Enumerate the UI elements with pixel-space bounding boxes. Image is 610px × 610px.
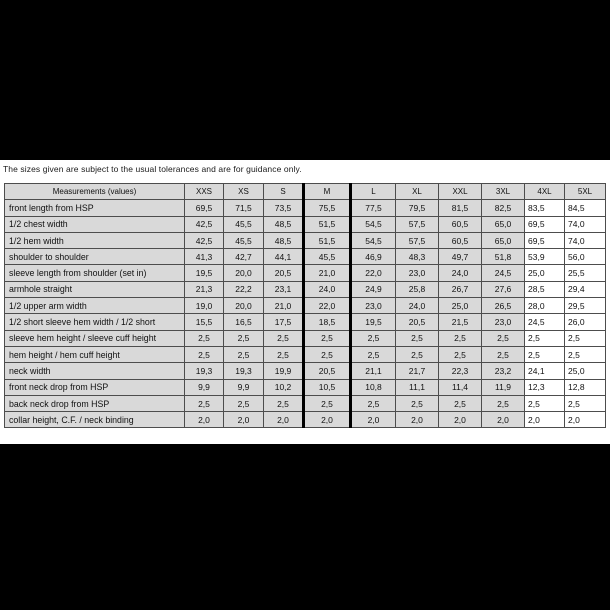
value-cell: 41,3 (185, 249, 224, 265)
value-cell: 19,5 (185, 265, 224, 281)
value-cell: 2,5 (565, 346, 606, 362)
value-cell: 26,5 (482, 298, 525, 314)
value-cell: 10,8 (351, 379, 396, 395)
value-cell: 42,5 (185, 232, 224, 248)
value-cell: 2,5 (525, 346, 565, 362)
value-cell: 22,3 (439, 363, 482, 379)
measurement-label: 1/2 short sleeve hem width / 1/2 short (5, 314, 185, 330)
value-cell: 21,1 (351, 363, 396, 379)
column-header-s: S (264, 184, 304, 200)
tolerance-note: The sizes given are subject to the usual tolerances and are for guidance only. (3, 164, 302, 174)
value-cell: 44,1 (264, 249, 304, 265)
value-cell: 45,5 (304, 249, 351, 265)
value-cell: 56,0 (565, 249, 606, 265)
value-cell: 24,0 (396, 298, 439, 314)
measurement-label: sleeve length from shoulder (set in) (5, 265, 185, 281)
value-cell: 2,5 (525, 395, 565, 411)
value-cell: 23,0 (351, 298, 396, 314)
table-row (5, 395, 606, 411)
value-cell: 24,0 (304, 281, 351, 297)
value-cell: 10,2 (264, 379, 304, 395)
value-cell: 2,5 (224, 330, 264, 346)
value-cell: 2,5 (439, 395, 482, 411)
value-cell: 24,5 (525, 314, 565, 330)
value-cell: 22,2 (224, 281, 264, 297)
value-cell: 2,0 (224, 412, 264, 428)
measurement-label: front neck drop from HSP (5, 379, 185, 395)
value-cell: 16,5 (224, 314, 264, 330)
value-cell: 11,4 (439, 379, 482, 395)
value-cell: 21,0 (264, 298, 304, 314)
table-row (5, 346, 606, 362)
value-cell: 2,0 (482, 412, 525, 428)
value-cell: 12,8 (565, 379, 606, 395)
table-row (5, 363, 606, 379)
value-cell: 22,0 (304, 298, 351, 314)
value-cell: 21,5 (439, 314, 482, 330)
value-cell: 26,0 (565, 314, 606, 330)
measurement-label: neck width (5, 363, 185, 379)
value-cell: 2,5 (351, 395, 396, 411)
value-cell: 20,5 (304, 363, 351, 379)
value-cell: 2,5 (482, 395, 525, 411)
value-cell: 65,0 (482, 232, 525, 248)
value-cell: 11,9 (482, 379, 525, 395)
value-cell: 9,9 (185, 379, 224, 395)
value-cell: 69,5 (525, 232, 565, 248)
value-cell: 11,1 (396, 379, 439, 395)
value-cell: 2,5 (482, 330, 525, 346)
value-cell: 19,3 (185, 363, 224, 379)
table-row (5, 412, 606, 428)
measurement-label: shoulder to shoulder (5, 249, 185, 265)
value-cell: 19,0 (185, 298, 224, 314)
table-row (5, 379, 606, 395)
table-row (5, 249, 606, 265)
value-cell: 2,0 (264, 412, 304, 428)
column-header-m: M (304, 184, 351, 200)
value-cell: 2,5 (439, 330, 482, 346)
value-cell: 53,9 (525, 249, 565, 265)
value-cell: 22,0 (351, 265, 396, 281)
table-row (5, 200, 606, 216)
value-cell: 23,2 (482, 363, 525, 379)
value-cell: 2,5 (565, 330, 606, 346)
table-row (5, 216, 606, 232)
value-cell: 21,7 (396, 363, 439, 379)
value-cell: 19,9 (264, 363, 304, 379)
value-cell: 73,5 (264, 200, 304, 216)
value-cell: 20,5 (264, 265, 304, 281)
value-cell: 19,5 (351, 314, 396, 330)
value-cell: 42,5 (185, 216, 224, 232)
value-cell: 74,0 (565, 216, 606, 232)
value-cell: 29,5 (565, 298, 606, 314)
value-cell: 2,5 (351, 330, 396, 346)
value-cell: 2,0 (185, 412, 224, 428)
value-cell: 74,0 (565, 232, 606, 248)
table-row (5, 232, 606, 248)
column-header-measurements: Measurements (values) (5, 184, 185, 200)
value-cell: 24,1 (525, 363, 565, 379)
value-cell: 19,3 (224, 363, 264, 379)
value-cell: 20,5 (396, 314, 439, 330)
value-cell: 27,6 (482, 281, 525, 297)
column-header-xl: XL (396, 184, 439, 200)
value-cell: 2,5 (224, 346, 264, 362)
value-cell: 2,5 (396, 330, 439, 346)
value-cell: 2,5 (185, 346, 224, 362)
measurement-label: hem height / hem cuff height (5, 346, 185, 362)
value-cell: 2,5 (304, 346, 351, 362)
value-cell: 25,5 (565, 265, 606, 281)
value-cell: 82,5 (482, 200, 525, 216)
value-cell: 20,0 (224, 298, 264, 314)
column-header-5xl: 5XL (565, 184, 606, 200)
value-cell: 24,0 (439, 265, 482, 281)
value-cell: 2,0 (565, 412, 606, 428)
value-cell: 26,7 (439, 281, 482, 297)
value-cell: 25,0 (525, 265, 565, 281)
value-cell: 54,5 (351, 232, 396, 248)
value-cell: 60,5 (439, 232, 482, 248)
size-table-body (5, 200, 606, 428)
value-cell: 65,0 (482, 216, 525, 232)
value-cell: 57,5 (396, 232, 439, 248)
size-table-head (5, 184, 606, 200)
value-cell: 46,9 (351, 249, 396, 265)
value-cell: 2,5 (264, 346, 304, 362)
value-cell: 21,3 (185, 281, 224, 297)
value-cell: 2,5 (304, 330, 351, 346)
value-cell: 9,9 (224, 379, 264, 395)
table-row (5, 298, 606, 314)
value-cell: 51,5 (304, 216, 351, 232)
value-cell: 23,0 (396, 265, 439, 281)
value-cell: 48,5 (264, 216, 304, 232)
value-cell: 51,5 (304, 232, 351, 248)
value-cell: 25,0 (439, 298, 482, 314)
value-cell: 2,0 (304, 412, 351, 428)
value-cell: 2,0 (351, 412, 396, 428)
value-cell: 2,5 (482, 346, 525, 362)
value-cell: 48,3 (396, 249, 439, 265)
value-cell: 2,5 (525, 330, 565, 346)
value-cell: 2,5 (185, 395, 224, 411)
size-table (4, 183, 606, 428)
value-cell: 69,5 (185, 200, 224, 216)
value-cell: 54,5 (351, 216, 396, 232)
value-cell: 21,0 (304, 265, 351, 281)
value-cell: 69,5 (525, 216, 565, 232)
value-cell: 18,5 (304, 314, 351, 330)
column-header-xs: XS (224, 184, 264, 200)
value-cell: 77,5 (351, 200, 396, 216)
column-header-l: L (351, 184, 396, 200)
value-cell: 60,5 (439, 216, 482, 232)
value-cell: 2,5 (439, 346, 482, 362)
value-cell: 75,5 (304, 200, 351, 216)
value-cell: 79,5 (396, 200, 439, 216)
bottom-letterbox-bar (0, 444, 610, 610)
column-header-3xl: 3XL (482, 184, 525, 200)
value-cell: 2,5 (224, 395, 264, 411)
value-cell: 2,5 (396, 346, 439, 362)
value-cell: 17,5 (264, 314, 304, 330)
value-cell: 45,5 (224, 232, 264, 248)
top-letterbox-bar (0, 0, 610, 160)
value-cell: 2,0 (396, 412, 439, 428)
value-cell: 2,5 (264, 395, 304, 411)
value-cell: 24,5 (482, 265, 525, 281)
value-cell: 45,5 (224, 216, 264, 232)
table-row (5, 314, 606, 330)
value-cell: 28,0 (525, 298, 565, 314)
value-cell: 71,5 (224, 200, 264, 216)
value-cell: 25,8 (396, 281, 439, 297)
column-header-xxl: XXL (439, 184, 482, 200)
value-cell: 23,1 (264, 281, 304, 297)
measurement-label: 1/2 chest width (5, 216, 185, 232)
measurement-label: back neck drop from HSP (5, 395, 185, 411)
value-cell: 83,5 (525, 200, 565, 216)
measurement-label: armhole straight (5, 281, 185, 297)
value-cell: 10,5 (304, 379, 351, 395)
value-cell: 2,5 (185, 330, 224, 346)
value-cell: 29,4 (565, 281, 606, 297)
measurement-label: 1/2 hem width (5, 232, 185, 248)
value-cell: 12,3 (525, 379, 565, 395)
value-cell: 15,5 (185, 314, 224, 330)
measurement-label: front length from HSP (5, 200, 185, 216)
value-cell: 28,5 (525, 281, 565, 297)
table-row (5, 330, 606, 346)
value-cell: 23,0 (482, 314, 525, 330)
value-cell: 2,5 (304, 395, 351, 411)
table-row (5, 281, 606, 297)
value-cell: 2,5 (351, 346, 396, 362)
value-cell: 49,7 (439, 249, 482, 265)
value-cell: 51,8 (482, 249, 525, 265)
value-cell: 81,5 (439, 200, 482, 216)
header-row (5, 184, 606, 200)
value-cell: 84,5 (565, 200, 606, 216)
column-header-4xl: 4XL (525, 184, 565, 200)
value-cell: 2,0 (439, 412, 482, 428)
value-cell: 48,5 (264, 232, 304, 248)
column-header-xxs: XXS (185, 184, 224, 200)
table-row (5, 265, 606, 281)
value-cell: 2,5 (396, 395, 439, 411)
measurement-label: sleeve hem height / sleeve cuff height (5, 330, 185, 346)
value-cell: 2,0 (525, 412, 565, 428)
value-cell: 42,7 (224, 249, 264, 265)
value-cell: 2,5 (264, 330, 304, 346)
value-cell: 57,5 (396, 216, 439, 232)
value-cell: 24,9 (351, 281, 396, 297)
measurement-label: collar height, C.F. / neck binding (5, 412, 185, 428)
value-cell: 20,0 (224, 265, 264, 281)
value-cell: 2,5 (565, 395, 606, 411)
measurement-label: 1/2 upper arm width (5, 298, 185, 314)
value-cell: 25,0 (565, 363, 606, 379)
